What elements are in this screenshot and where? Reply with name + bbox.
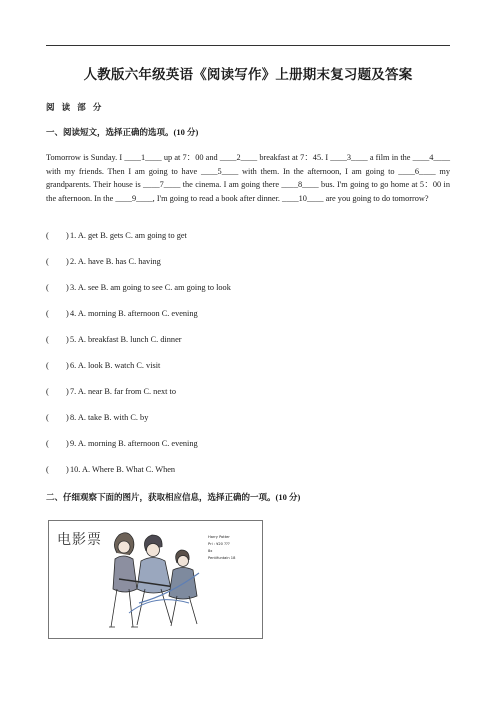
- reading-passage: Tomorrow is Sunday. I ____1____ up at 7：00 and ____2____ breakfast at 7：45. I ____3____ a film in the ____4____ with my friends. Then I am going to have ____5____ with them. In the afternoon, I am going to ____6____ my grandparents. Their house is ____7____ the cinema. I am going there ____8____ bus. I'm going to go home at 5：00 in the afternoon. In the ____9____, I'm going to read a book after dinner. ____10____ are you going to do tomorrow?: [46, 153, 450, 204]
- question-item: ( )10. A. Where B. What C. When: [46, 465, 176, 474]
- question-item: ( )8. A. take B. with C. by: [46, 413, 149, 422]
- question-item: ( )1. A. get B. gets C. am going to get: [46, 231, 187, 240]
- characters-illustration: [99, 523, 209, 637]
- question-item: ( )5. A. breakfast B. lunch C. dinner: [46, 335, 182, 344]
- document-title: 人教版六年级英语《阅读写作》上册期末复习题及答案: [83, 67, 413, 82]
- part1-heading: 一、阅读短文，选择正确的选项。(10 分): [46, 127, 199, 137]
- question-item: ( )2. A. have B. has C. having: [46, 257, 161, 266]
- ticket-info: Harry Potter Pri : ¥20 ??? 8x Pentifuntain 18: [208, 535, 236, 560]
- question-item: ( )7. A. near B. far from C. next to: [46, 387, 176, 396]
- ticket-title: 电影票: [57, 532, 102, 548]
- part2-heading: 二、仔细观察下面的图片，获取相应信息，选择正确的一项。(10 分): [46, 492, 301, 502]
- movie-ticket-image: [48, 520, 263, 639]
- question-item: ( )3. A. see B. am going to see C. am going to look: [46, 283, 231, 292]
- section-label: 阅 读 部 分: [46, 102, 104, 112]
- question-item: ( )4. A. morning B. afternoon C. evening: [46, 309, 198, 318]
- question-item: ( )9. A. morning B. afternoon C. evening: [46, 439, 198, 448]
- question-item: ( )6. A. look B. watch C. visit: [46, 361, 161, 370]
- top-rule: [46, 45, 450, 46]
